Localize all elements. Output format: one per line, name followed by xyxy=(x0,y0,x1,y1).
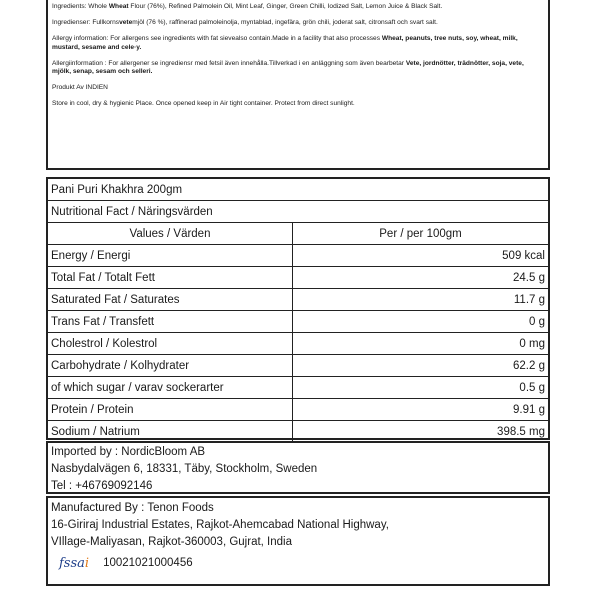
table-row xyxy=(48,245,548,267)
nutrient-value: 0.5 g xyxy=(519,381,545,394)
nutrition-table xyxy=(46,177,550,440)
manufacturer-address-line1: 16-Giriraj Industrial Estates, Rajkot-Ahemcabad National Highway, xyxy=(51,519,389,531)
nutrient-value: 509 kcal xyxy=(502,249,545,262)
nutrient-label: of which sugar / varav sockerarter xyxy=(48,377,293,398)
table-row xyxy=(48,333,548,355)
ingredients-block xyxy=(46,0,550,170)
nutrient-value: 0 g xyxy=(529,315,545,328)
table-row xyxy=(48,267,548,289)
nutrient-value: 24.5 g xyxy=(513,271,545,284)
nutrient-label: Energy / Energi xyxy=(48,245,293,266)
table-row xyxy=(48,289,548,311)
manufacturer-block xyxy=(46,496,550,586)
manufacturer-address-line2: VIllage-Maliyasan, Rajkot-360003, Gujrat, India xyxy=(51,536,292,548)
table-row xyxy=(48,377,548,399)
table-row xyxy=(48,311,548,333)
nutrient-value: 398.5 mg xyxy=(497,426,545,438)
nutrient-value: 0 mg xyxy=(519,337,545,350)
nutrient-value: 11.7 g xyxy=(513,293,545,306)
table-header-row xyxy=(48,223,548,245)
nutrition-heading: Nutritional Fact / Näringsvärden xyxy=(51,205,213,218)
column-header-per: Per / per 100gm xyxy=(379,227,462,240)
ingredients-swedish: Ingredienser: Fullkornsvetemjöl (76 %), raffinerad palmoleinolja, myntablad, ingefära, grön chili, joderat salt, citronsaft och svart salt. xyxy=(52,18,438,26)
nutrient-label: Sodium / Natrium xyxy=(48,421,293,443)
fssai-line xyxy=(51,555,545,572)
importer-name: Imported by : NordicBloom AB xyxy=(51,446,206,458)
origin-text: Produkt Av INDIEN xyxy=(52,84,108,92)
nutrition-heading-row xyxy=(48,201,548,223)
nutrient-label: Protein / Protein xyxy=(48,399,293,420)
fssai-license-number: 10021021000456 xyxy=(103,557,193,569)
importer-phone: Tel : +46769092146 xyxy=(51,480,153,492)
product-name-row xyxy=(48,179,548,201)
manufacturer-name: Manufactured By : Tenon Foods xyxy=(51,502,214,514)
nutrient-label: Cholestrol / Kolestrol xyxy=(48,333,293,354)
fssai-logo-icon: fssai xyxy=(59,556,90,571)
ingredients-english: Ingredients: Whole Wheat Flour (76%), Refined Palmolein Oil, Mint Leaf, Ginger, Green Chilli, Iodized Salt, Lemon Juice & Black Salt. xyxy=(52,3,443,10)
nutrient-label: Saturated Fat / Saturates xyxy=(48,289,293,310)
importer-address: Nasbydalvägen 6, 18331, Täby, Stockholm, Sweden xyxy=(51,463,318,475)
table-row xyxy=(48,355,548,377)
nutrient-value: 62.2 g xyxy=(513,359,545,372)
column-header-values: Values / Värden xyxy=(48,223,293,244)
storage-text: Store in cool, dry & hygienic Place. Once opened keep in Air tight container. Protect from direct sunlight. xyxy=(52,100,355,108)
importer-block xyxy=(46,441,550,494)
nutrient-label: Trans Fat / Transfett xyxy=(48,311,293,332)
table-row xyxy=(48,399,548,421)
nutrient-label: Carbohydrate / Kolhydrater xyxy=(48,355,293,376)
allergy-swedish: Allergiinformation : For allergener se ingrediensr med fetsil även innehålla.Tillverkad i en anläggning som även bearbetar Vete, jordnötter, trädnötter, soja, vete, mjölk, senap, sesam och selleri. xyxy=(52,59,524,76)
nutrient-value: 9.91 g xyxy=(513,403,545,416)
nutrient-label: Total Fat / Totalt Fett xyxy=(48,267,293,288)
product-name: Pani Puri Khakhra 200gm xyxy=(51,183,183,196)
allergy-english: Allergy information: For allergens see ingredients with fat sievealso contain.Made in a facility that also processes Wheat, peanuts, tree nuts, soy, wheat, milk, mustard, sesame and cele·y. xyxy=(52,34,518,51)
table-row xyxy=(48,421,548,443)
